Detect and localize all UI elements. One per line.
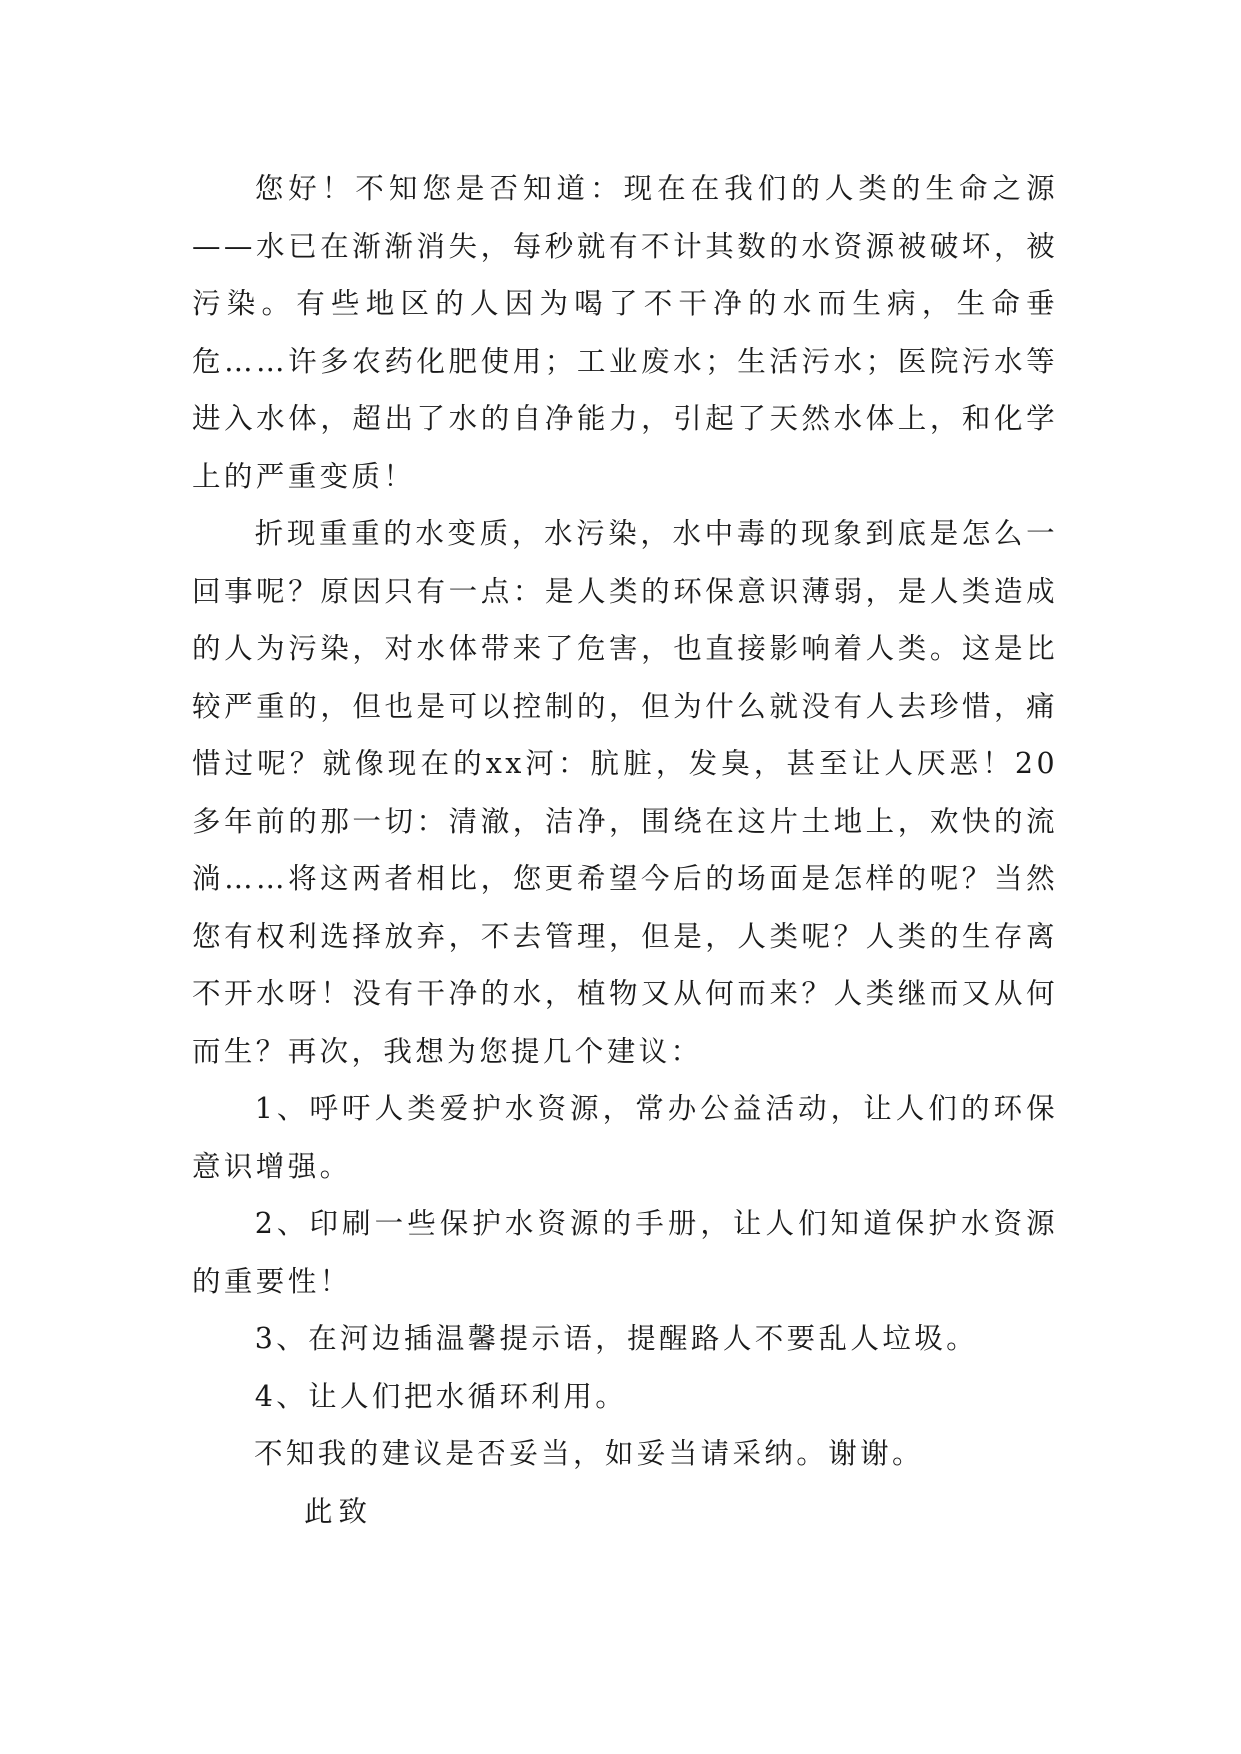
suggestion-1: 1、呼吁人类爱护水资源，常办公益活动，让人们的环保意识增强。 [192, 1092, 1058, 1183]
suggestion-4: 4、让人们把水循环利用。 [254, 1379, 628, 1413]
suggestion-3: 3、在河边插温馨提示语，提醒路人不要乱人垃圾。 [254, 1322, 979, 1355]
closing-line: 不知我的建议是否妥当，如妥当请采纳。谢谢。 [254, 1437, 924, 1470]
suggestion-2: 2、印刷一些保护水资源的手册，让人们知道保护水资源的重要性！ [192, 1207, 1058, 1298]
paragraph-intro: 您好！不知您是否知道：现在在我们的人类的生命之源——水已在渐渐消失，每秒就有不计其数的水资源被破坏，被污染。有些地区的人因为喝了不干净的水而生病，生命垂危……许多农药化肥使用；工业废水；生活污水；医院污水等进入水体，超出了水的自净能力，引起了天然水体上，和化学上的严重变质！ [192, 172, 1058, 493]
salutation-close: 此致 [304, 1494, 374, 1528]
paragraph-cause: 折现重重的水变质，水污染，水中毒的现象到底是怎么一回事呢？原因只有一点：是人类的环保意识薄弱，是人类造成的人为污染，对水体带来了危害，也直接影响着人类。这是比较严重的，但也是可以控制的，但为什么就没有人去珍惜，痛惜过呢？就像现在的xx河：肮脏，发臭，甚至让人厌恶！20多年前的那一切：清澈，洁净，围绕在这片土地上，欢快的流淌……将这两者相比，您更希望今后的场面是怎样的呢？当然您有权利选择放弃，不去管理，但是，人类呢？人类的生存离不开水呀！没有干净的水，植物又从何而来？人类继而又从何而生？再次，我想为您提几个建议： [192, 517, 1058, 1068]
letter-body [192, 160, 1058, 1540]
